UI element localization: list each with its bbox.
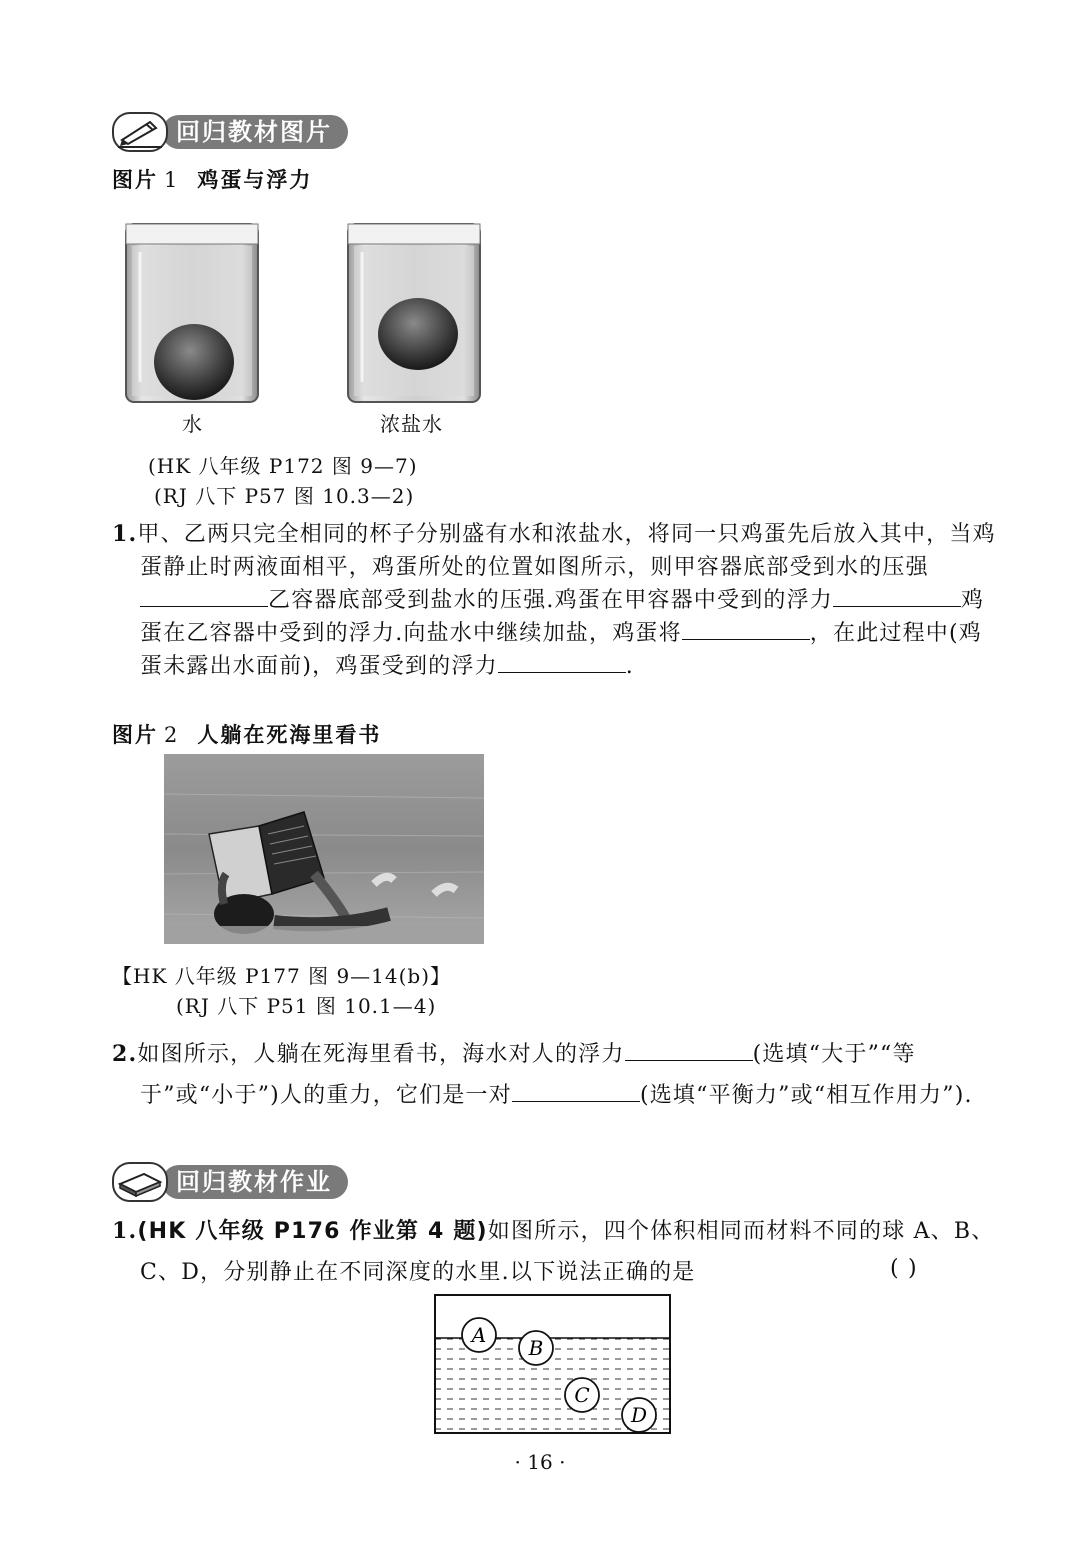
ball-label: B	[528, 1336, 544, 1360]
question-number: 2.	[112, 1041, 138, 1067]
figure-number: 1	[164, 168, 180, 192]
figure1-title-row	[112, 164, 312, 194]
answer-blank[interactable]	[625, 1038, 753, 1061]
ball-a	[462, 1318, 496, 1352]
beaker-left-label: 水	[182, 412, 203, 436]
answer-bracket[interactable]: ( )	[890, 1256, 918, 1281]
ball-label: A	[471, 1323, 487, 1347]
figure2-ref-hk: 【HK 八年级 P177 图 9—14(b)】	[112, 964, 452, 988]
figure-number: 2	[164, 723, 180, 747]
question-text: 甲、乙两只完全相同的杯子分别盛有水和浓盐水，将同一只鸡蛋先后放入其中，当鸡蛋静止时两液面相平，鸡蛋所处的位置如图所示，则甲容器底部受到水的压强	[137, 522, 996, 580]
section-banner-textbook-figures	[112, 112, 348, 152]
question-text: 如图所示，人躺在死海里看书，海水对人的浮力	[137, 1042, 625, 1067]
ball-label: C	[574, 1383, 590, 1407]
question-number: 1.	[112, 521, 138, 547]
book-icon	[112, 1162, 168, 1202]
figure-title: 鸡蛋与浮力	[197, 168, 313, 192]
ball-b	[519, 1331, 553, 1365]
answer-blank[interactable]	[498, 650, 626, 673]
homework-question-1	[112, 1211, 1000, 1293]
beaker-water-photo	[122, 222, 262, 408]
dead-sea-reading-photo	[164, 754, 484, 944]
beaker-brine-photo	[344, 222, 484, 408]
figure1-ref-hk: (HK 八年级 P172 图 9—7)	[148, 454, 418, 478]
figure2-title-row	[112, 719, 381, 749]
question-text: ，在此过程中(鸡蛋未露出水面前)，鸡蛋受到的浮力	[140, 621, 982, 679]
question-text: 鸡蛋在乙容器中受到的浮力.向盐水中继续加盐，鸡蛋将	[140, 588, 985, 646]
question-source: (HK 八年级 P176 作业第 4 题)	[137, 1219, 488, 1244]
section-title: 回归教材图片	[162, 115, 348, 149]
ball-c	[565, 1378, 599, 1412]
question-text: 乙容器底部受到盐水的压强.鸡蛋在甲容器中受到的浮力	[268, 588, 833, 613]
figure-label: 图片	[112, 168, 158, 192]
ball-label: D	[630, 1403, 648, 1427]
section-title: 回归教材作业	[162, 1165, 348, 1199]
question-text: 如图所示，四个体积相同而材料不同的球 A、B、C、D，分别静止在不同深度的水里.以下说法正确的是	[140, 1219, 995, 1285]
figure-label: 图片	[112, 723, 158, 747]
question-2	[112, 1034, 1000, 1116]
answer-blank[interactable]	[833, 584, 961, 607]
figure-title: 人躺在死海里看书	[197, 723, 382, 747]
question-text: (选填“平衡力”或“相互作用力”).	[639, 1083, 973, 1108]
page-number: · 16 ·	[514, 1450, 566, 1474]
figure1-ref-rj: (RJ 八下 P57 图 10.3—2)	[154, 484, 415, 508]
ball-d	[622, 1398, 656, 1432]
question-end: .	[625, 654, 634, 679]
answer-blank[interactable]	[682, 617, 810, 640]
answer-blank[interactable]	[512, 1079, 640, 1102]
pencil-icon	[112, 112, 168, 152]
beaker-right-label: 浓盐水	[380, 412, 443, 436]
question-1	[112, 518, 1000, 683]
balls-in-water-diagram	[434, 1294, 672, 1440]
section-banner-textbook-homework	[112, 1162, 348, 1202]
answer-blank[interactable]	[140, 584, 268, 607]
question-text: (选填“大于”“等于”或“小于”)人的重力，它们是一对	[140, 1042, 916, 1108]
question-number: 1.	[112, 1218, 138, 1244]
figure2-ref-rj: (RJ 八下 P51 图 10.1—4)	[176, 994, 437, 1018]
